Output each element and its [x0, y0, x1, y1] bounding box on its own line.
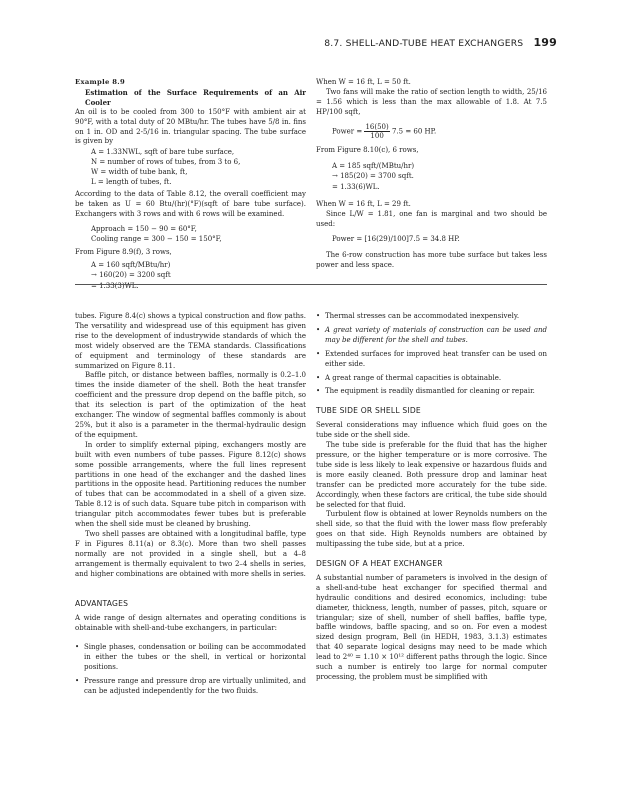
bullet-text: A great range of thermal capacities is obtainable. [325, 373, 502, 382]
dimension-line: When W = 16 ft, L = 29 ft. [316, 200, 411, 209]
bullet-text: Extended surfaces for improved heat transfer can be used on either side. [325, 349, 547, 368]
conclusion: The 6-row construction has more tube surface but takes less power and less space. [316, 250, 547, 269]
bullet-item [316, 326, 547, 346]
example-paragraph: According to the data of Table 8.12, the overall coefficient may be taken as U = 60 Btu/(hr)(°F)(sqft of bare tube surface). Exchangers with 3 rows and with 6 rows will be examined. [75, 189, 306, 218]
temperature-equations [91, 224, 306, 245]
equation-line: A = 185 sqft/(MBtu/hr) [332, 161, 415, 170]
example-label: Example 8.9 [75, 78, 125, 86]
body-right-column [316, 312, 547, 683]
fraction-numerator: 16(50) [365, 122, 389, 131]
body-paragraph: Baffle pitch, or distance between baffles, normally is 0.2–1.0 times the inside diameter of the shell. Both the heat transfer coefficient and the pressure drop depend on the baffle pitch, so that its selection is part of the optimization of the heat exchanger. The window of segmental baffles commonly is about 25%, but it also is a parameter in the thermal-hydraulic design of the equipment. [75, 371, 306, 439]
example-right-column [316, 78, 547, 270]
power-equation [332, 123, 547, 140]
power-result: 7.5 = 60 HP. [391, 127, 437, 136]
body-paragraph: The tube side is preferable for the fluid that has the higher pressure, or the higher temperature or is more corrosive. The tube side is less likely to leak expensive or hazardous fluids and is more easily cleaned. Both pressure drop and laminar heat transfer can be predicted more accurately for the tube side. Accordingly, when these factors are critical, the tube side should be selected for that fluid. [316, 441, 547, 509]
section-title: 8.7. SHELL-AND-TUBE HEAT EXCHANGERS [324, 38, 524, 49]
heading-advantages: ADVANTAGES [75, 599, 129, 609]
bullet-icon: • [75, 676, 80, 685]
body-left-column [75, 312, 306, 701]
fan-note: Since L/W = 1.81, one fan is marginal and two should be used: [316, 209, 547, 228]
body-paragraph: A wide range of design alternates and operating conditions is obtainable with shell-and-tube exchangers, in particular: [75, 614, 306, 633]
bullet-item [316, 312, 547, 322]
equation-line: → 160(20) = 3200 sqft [91, 271, 171, 280]
bullet-item [75, 677, 306, 697]
body-paragraph: In order to simplify external piping, exchangers mostly are built with even numbers of tube passes. Figure 8.12(c) shows some possible arrangements, where the full lines represent partitions in one head of the exchanger and the dashed lines partitions in the opposite head. Partitioning reduces the number of tubes that can be accommodated in a shell of a given size. Table 8.12 is of such data. Square tube pitch in comparison with triangular pitch accommodates fewer tubes but is preferable when the shell side must be cleaned by brushing. [75, 440, 306, 529]
approach-equation: Approach = 150 − 90 = 60°F, [91, 224, 197, 233]
body-paragraph: Two shell passes are obtained with a longitudinal baffle, type F in Figures 8.11(a) or 8.3(c). More than two shell passes normally are not provided in a single shell, but a 4–8 arrangement is thermally equivalent to two 2–4 shells in series, and higher combinations are obtained with more shells in series. [75, 529, 306, 578]
heading-design: DESIGN OF A HEAT EXCHANGER [316, 559, 443, 569]
bullet-icon: • [316, 325, 321, 334]
variable-definitions [91, 148, 306, 188]
bullet-text: Single phases, condensation or boiling can be accommodated in either the tubes or the shell, in vertical or horizontal positions. [84, 643, 306, 671]
area-calc-6-rows [332, 161, 547, 193]
fraction-denominator: 100 [370, 131, 384, 140]
bullet-item [316, 387, 547, 397]
dimension-line: When W = 16 ft, L = 50 ft. [316, 78, 411, 86]
figure-reference: From Figure 8.10(c), 6 rows, [316, 145, 419, 154]
bullet-text: The equipment is readily dismantled for cleaning or repair. [325, 387, 535, 396]
example-intro: An oil is to be cooled from 300 to 150°F with ambient air at 90°F, with a total duty of 20 MBtu/hr. The tubes have 5/8 in. fins on 1 in. OD and 2-5/16 in. triangular spacing. The tube surface is given by [75, 107, 306, 146]
definition-line: W = width of tube bank, ft, [91, 168, 188, 177]
definition-line: N = number of rows of tubes, from 3 to 6, [91, 158, 241, 167]
figure-reference: From Figure 8.9(f), 3 rows, [75, 247, 172, 256]
example-title: Estimation of the Surface Requirements of an Air Cooler [85, 87, 306, 107]
page-number: 199 [533, 36, 557, 49]
area-calc-3-rows [91, 260, 306, 292]
bullet-item [316, 350, 547, 370]
bullet-icon: • [316, 349, 321, 358]
fans-paragraph: Two fans will make the ratio of section length to width, 25/16 = 1.56 which is less than the max allowable of 1.8. At 7.5 HP/100 sqft, [316, 87, 547, 116]
example-left-column [75, 78, 306, 293]
bullet-item [316, 374, 547, 384]
body-paragraph: Turbulent flow is obtained at lower Reynolds numbers on the shell side, so that the fluid with the lower mass flow preferably goes on that side. High Reynolds numbers are obtained by multipassing the tube side, but at a price. [316, 510, 547, 549]
bullet-text: A great variety of materials of construction can be used and may be different for the shell and tubes. [325, 325, 547, 344]
body-paragraph: A substantial number of parameters is involved in the design of a shell-and-tube heat exchanger for specified thermal and hydraulic conditions and desired economics, including: tube diameter, thickness, length, number of passes, pitch, square or triangular; size of shell, number of shell baffles, baffle type, baffle windows, baffle spacing, and so on. For even a modest sized design program, Bell (in HEDH, 1983, 3.1.3) estimates that 40 separate logical designs may need to be made which lead to 2⁴⁰ = 1.10 × 10¹² different paths through the logic. Since such a number is entirely too large for normal computer processing, the problem must be simplified with [316, 573, 547, 681]
bullet-icon: • [316, 387, 321, 396]
running-header [324, 36, 557, 49]
power-fraction [364, 123, 389, 140]
bullet-text: Pressure range and pressure drop are virtually unlimited, and can be adjusted independently for the two fluids. [84, 676, 306, 695]
definition-line: L = length of tubes, ft. [91, 178, 172, 187]
heading-tube-side: TUBE SIDE OR SHELL SIDE [316, 406, 421, 416]
power-equation-2: Power = [16(29)/100]7.5 = 34.8 HP. [332, 234, 460, 243]
bullet-icon: • [316, 312, 321, 320]
body-paragraph: Several considerations may influence which fluid goes on the tube side or the shell side. [316, 421, 547, 440]
equation-line: A = 160 sqft/MBtu/hr) [91, 260, 171, 269]
definition-line: A = 1.33NWL, sqft of bare tube surface, [91, 148, 235, 157]
power-label: Power = [332, 127, 363, 136]
bullet-icon: • [316, 373, 321, 382]
example-divider [75, 284, 547, 285]
bullet-item [75, 643, 306, 673]
equation-line: = 1.33(6)WL. [332, 182, 380, 191]
equation-line: → 185(20) = 3700 sqft. [332, 172, 414, 181]
bullet-text: Thermal stresses can be accommodated inexpensively. [325, 312, 520, 320]
equation-line: = 1.33(3)WL. [91, 281, 139, 290]
cooling-range-equation: Cooling range = 300 − 150 = 150°F, [91, 235, 222, 244]
bullet-icon: • [75, 643, 80, 652]
body-paragraph: tubes. Figure 8.4(c) shows a typical construction and flow paths. The versatility and widespread use of this equipment has given rise to the development of industrywide standards of which the most widely observed are the TEMA standards. Classifications of equipment and terminology of these standards are summarized on Figure 8.11. [75, 312, 306, 370]
